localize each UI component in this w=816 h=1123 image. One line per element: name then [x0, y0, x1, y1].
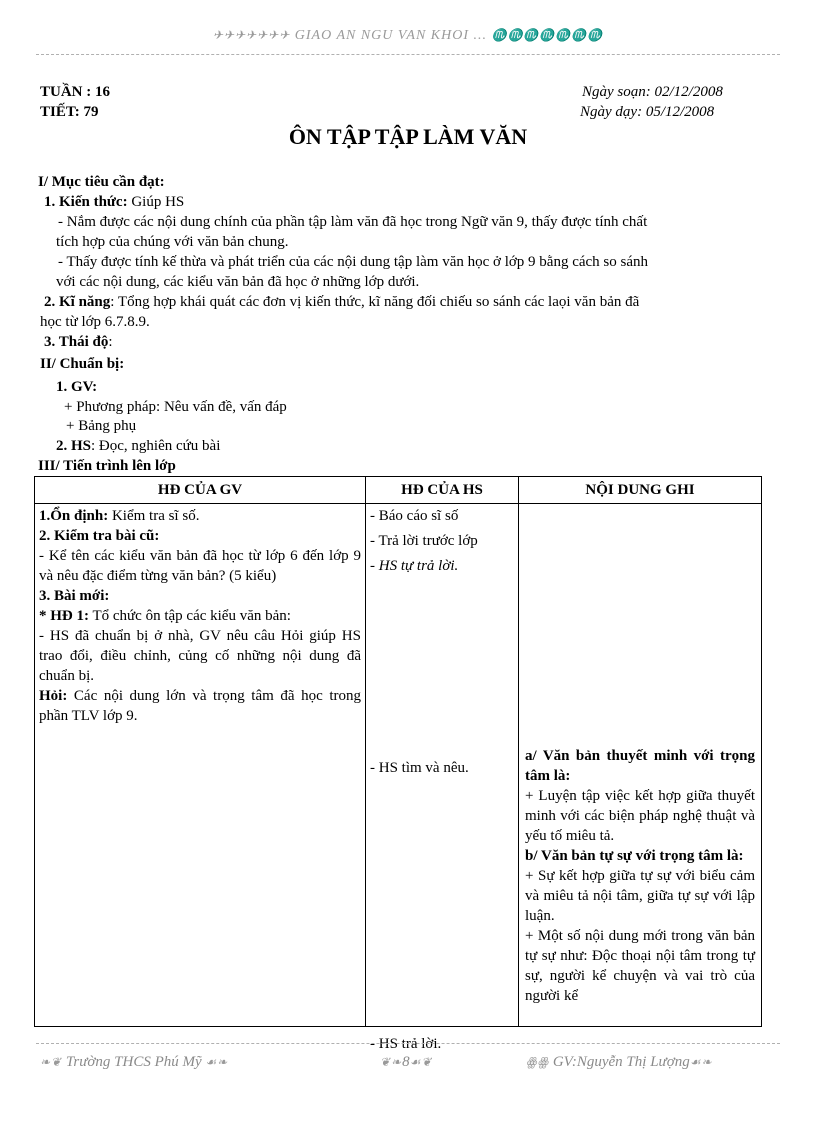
- lesson-label: TIẾT: 79: [40, 104, 99, 120]
- gv-question: [39, 686, 361, 726]
- footer-page: [380, 1054, 432, 1071]
- knowledge-label: 1. Kiến thức:: [44, 194, 128, 210]
- gv-check-question: - Kể tên các kiểu văn bản đã học từ lớp 6 đến lớp 9 và nêu đặc điểm từng văn bản? (5 kiểu): [39, 548, 361, 584]
- prep-date: Ngày soạn: 02/12/2008: [582, 84, 723, 100]
- header-content: NỘI DUNG GHI: [519, 477, 762, 504]
- skill-text: : Tổng hợp khái quát các đơn vị kiến thức, kĩ năng đối chiếu so sánh các laọi văn bản đã: [110, 294, 640, 310]
- gv-new-lesson: 3. Bài mới:: [39, 588, 110, 604]
- footer-school: [40, 1054, 228, 1071]
- teacher-name: GV:Nguyễn Thị Lượng: [552, 1054, 690, 1070]
- gv-stabilize-label: 1.Ổn định:: [39, 508, 109, 524]
- prep-heading: II/ Chuẩn bị:: [40, 356, 125, 372]
- teach-date: Ngày dạy: 05/12/2008: [580, 104, 715, 120]
- header-text: GIAO AN NGU VAN KHOI ...: [294, 28, 488, 43]
- header-divider: [36, 54, 780, 55]
- attitude-label: 3. Thái độ: [44, 334, 109, 350]
- skill-line-2: học từ lớp 6.7.8.9.: [40, 314, 150, 330]
- hs-answer-class: - Trả lời trước lớp: [370, 533, 478, 549]
- prep-hs-label: 2. HS: [56, 438, 92, 454]
- knowledge-item-2b: với các nội dung, các kiểu văn bản đã học ở những lớp dưới.: [56, 274, 420, 290]
- knowledge-item-1b: tích hợp của chúng với văn bản chung.: [56, 234, 289, 250]
- gv-stabilize-text: Kiểm tra sĩ số.: [108, 508, 200, 524]
- prep-hs-line: [56, 436, 220, 456]
- lesson-plan-table: [34, 476, 762, 1052]
- footer-teacher: [526, 1054, 713, 1071]
- knowledge-text: Giúp HS: [127, 194, 185, 210]
- page-header: [0, 28, 816, 44]
- hs-find: - HS tìm và nêu.: [370, 760, 469, 776]
- table-header-row: [35, 477, 762, 504]
- student-activity-cell: [366, 504, 519, 1052]
- footer-page-ornament-1: ❦❧: [380, 1055, 403, 1069]
- gv-activity-1: [39, 606, 361, 626]
- prep-gv-board: + Bảng phụ: [66, 418, 137, 434]
- content-cell: [519, 504, 762, 1027]
- header-student-activity: HĐ CỦA HS: [366, 477, 519, 504]
- table-row: [35, 504, 762, 1027]
- content-b-text-1: + Sự kết hợp giữa tự sự với biểu cảm và miêu tả nội tâm, giữa tự sự với lập luận.: [525, 868, 755, 924]
- hs-report: - Báo cáo sĩ số: [370, 508, 459, 524]
- objectives-heading: I/ Mục tiêu cần đạt:: [38, 174, 165, 190]
- gv-activity-1-label: * HĐ 1:: [39, 608, 89, 624]
- hs-self-answer: - HS tự trả lời.: [370, 558, 459, 574]
- knowledge-item-1a: - Nắm được các nội dung chính của phần tập làm văn đã học trong Ngữ văn 9, thấy được tính chất: [58, 214, 648, 230]
- footer-page-ornament-2: ☙❦: [409, 1055, 433, 1069]
- week-label: TUẦN : 16: [40, 84, 110, 100]
- attitude-colon: :: [108, 334, 113, 350]
- school-name: Trường THCS Phú Mỹ: [65, 1054, 202, 1070]
- gv-question-label: Hỏi:: [39, 688, 68, 704]
- footer-left-ornament-2: ☙❧: [205, 1055, 229, 1069]
- footer-right-ornament-1: ꙮꙮ: [526, 1055, 550, 1069]
- page-title: ÔN TẬP TẬP LÀM VĂN: [288, 124, 528, 149]
- knowledge-line: [44, 192, 184, 212]
- teacher-activity-cell: [35, 504, 366, 1027]
- knowledge-item-2a: - Thấy được tính kế thừa và phát triển của các nội dung tập làm văn học ở lớp 9 bằng cách so sánh: [58, 254, 649, 270]
- skill-line: [44, 292, 639, 312]
- gv-activity-1-text: Tổ chức ôn tập các kiểu văn bản:: [89, 608, 291, 624]
- content-b-heading: b/ Văn bản tự sự với trọng tâm là:: [525, 848, 744, 864]
- content-b-text-2: + Một số nội dung mới trong văn bản tự sự như: Độc thoại nội tâm trong tự sự, người kể chuyện và vai trò của người kể: [525, 928, 755, 1004]
- footer-right-ornament-2: ☙❧: [689, 1055, 713, 1069]
- gv-stabilize: [39, 506, 361, 526]
- hs-answer: - HS trả lời.: [370, 1036, 442, 1052]
- header-left-ornament: ✈✈✈✈✈✈✈: [212, 28, 291, 42]
- gv-activity-desc: - HS đã chuẩn bị ở nhà, GV nêu câu Hỏi giúp HS trao đổi, điều chỉnh, củng cố những nội dung đã chuẩn bị.: [39, 628, 361, 684]
- content-a-heading: a/ Văn bản thuyết minh với trọng tâm là:: [525, 748, 755, 784]
- prep-hs-text: : Đọc, nghiên cứu bài: [91, 438, 221, 454]
- prep-gv-method: + Phương pháp: Nêu vấn đề, vấn đáp: [64, 399, 287, 415]
- gv-question-text: Các nội dung lớn và trọng tâm đã học trong phần TLV lớp 9.: [39, 688, 361, 724]
- footer-divider: [36, 1043, 780, 1044]
- attitude-line: [44, 332, 113, 352]
- footer-left-ornament-1: ❧❦: [40, 1055, 63, 1069]
- page-number: 8: [402, 1054, 410, 1070]
- gv-check-old: 2. Kiểm tra bài cũ:: [39, 528, 160, 544]
- header-teacher-activity: HĐ CỦA GV: [35, 477, 366, 504]
- skill-label: 2. Kĩ năng: [44, 294, 111, 310]
- content-a-text: + Luyện tập việc kết hợp giữa thuyết minh với các biện pháp nghệ thuật và yếu tố miêu tả.: [525, 788, 755, 844]
- process-heading: III/ Tiến trình lên lớp: [38, 458, 176, 474]
- header-right-ornament: ♏♏♏♏♏♏♏: [491, 28, 604, 42]
- prep-gv: 1. GV:: [56, 379, 98, 395]
